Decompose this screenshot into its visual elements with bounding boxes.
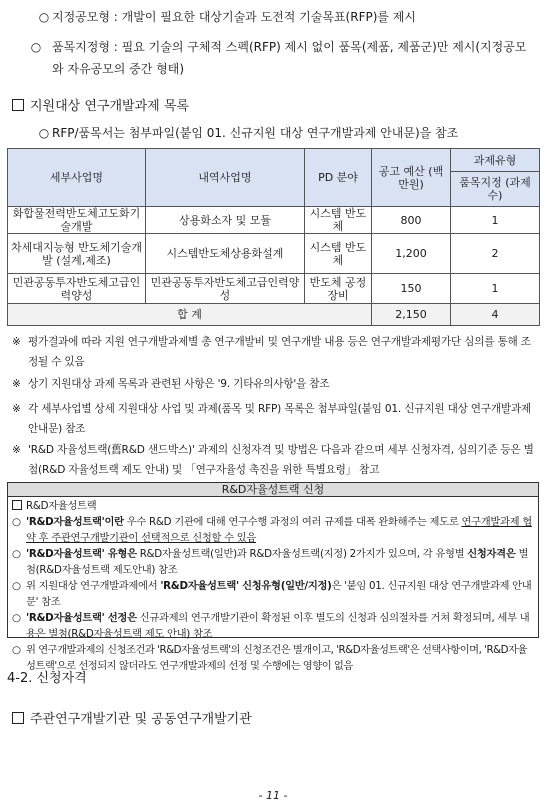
note-evaluation: ※ 평가결과에 따라 지원 연구개발과제별 총 연구개발비 및 연구개발 내용 등은 연구개발과제평가단 심의를 통해 조정될 수 있음 [12,332,534,372]
box-item: ○ 위 지원대상 연구개발과제에서 'R&D자율성트랙' 신청유형(일반/지정)은 '붙임 01. 신규지원 대상 연구개발과제 안내문' 참조 [12,580,532,608]
bullet-item-type: ○ 품목지정형 : 필요 기술의 구체적 스펙(RFP) 제시 없이 품목(제품, 제품군)만 제시(지정공모와 자유공모의 중간 형태) [36,36,538,80]
circle-bullet-icon: ○ [38,126,50,140]
checkbox-square-icon [12,712,24,724]
circle-bullet-icon: ○ [12,644,21,656]
header-subprogram: 내역사업명 [146,149,305,207]
total-label: 합 계 [8,304,372,326]
total-budget: 2,150 [372,304,451,326]
circle-bullet-icon: ○ [12,516,21,528]
circle-bullet-icon: ○ [38,10,50,24]
page-number: - 11 - [258,789,288,802]
section-heading-4-2: 4-2. 신청자격 [7,671,87,686]
total-count: 4 [451,304,540,326]
note-reference-misc: ※ 상기 지원대상 과제 목록과 관련된 사항은 '9. 기타유의사항'을 참조 [12,374,534,394]
note-autonomy-track: ※ 'R&D 자율성트랙(舊R&D 샌드박스)' 과제의 신청자격 및 방법은 다음과 같으며 세부 신청자격, 심의기준 등은 별첨(R&D 자율성트랙 제도 안내) 및 「연구자율성 촉진을 위한 특별요령」 참고 [12,440,534,480]
subsection-lead-institutions: 주관연구개발기관 및 공동연구개발기관 [12,708,252,727]
header-pd-field: PD 분야 [305,149,372,207]
box-item: ○ 위 연구개발과제의 신청조건과 'R&D자율성트랙'의 신청조건은 별개이고, 'R&D자율성트랙'은 선택사항이며, 'R&D자율성트랙'으로 선정되지 않더라도 연구개발과제의 선정 및 수행에는 영향이 없음 [12,644,527,672]
note-mark-icon: ※ [12,403,21,415]
box-item: ○ 'R&D자율성트랙' 유형은 R&D자율성트랙(일반)과 R&D자율성트랙(지정) 2가지가 있으며, 각 유형별 신청자격은 별첨(R&D자율성트랙 제도안내) 참조 [12,548,529,576]
bullet-designated-type: ○ 지정공모형 : 개발이 필요한 대상기술과 도전적 기술목표(RFP)를 제시 [36,6,536,28]
checkbox-square-icon [12,500,22,510]
table-row: 차세대지능형 반도체기술개발 (설계,제조) 시스템반도체상용화설계 시스템 반도체 1,200 2 [8,234,540,274]
note-mark-icon: ※ [12,336,21,348]
box-title: R&D자율성트랙 신청 [8,483,538,497]
header-item-designated: 품목지정 (과제수) [451,172,540,207]
table-total-row [8,304,540,326]
table-row: 민관공동투자반도체고급인력양성 민관공동투자반도체고급인력양성 반도체 공정장비 150 1 [8,274,540,304]
box-item: ○ 'R&D자율성트랙' 선정은 신규과제의 연구개발기관이 확정된 이후 별도의 신청과 심의절차를 거쳐 확정되며, 세부 내용은 별첨(R&D자율성트랙 제도 안내) 참조 [12,612,530,640]
box-heading: R&D자율성트랙 [12,498,534,514]
header-budget: 공고 예산 (백만원) [372,149,451,207]
header-program: 세부사업명 [8,149,146,207]
note-attachment: ※ 각 세부사업별 상세 지원대상 사업 및 과제(품목 및 RFP) 목록은 첨부파일(붙임 01. 신규지원 대상 연구개발과제 안내문) 참조 [12,399,534,439]
autonomy-track-box [7,482,539,672]
table-row: 화합물전력반도체고도화기술개발 상용화소자 및 모듈 시스템 반도체 800 1 [8,207,540,234]
circle-bullet-icon: ○ [12,580,21,592]
checkbox-square-icon [12,99,24,111]
note-mark-icon: ※ [12,378,21,390]
rfp-reference-note: ○ RFP/품목서는 첨부파일(붙임 01. 신규지원 대상 연구개발과제 안내문)을 참조 [36,122,536,144]
section-title-target-projects: 지원대상 연구개발과제 목록 [12,95,189,114]
circle-bullet-icon: ○ [12,548,21,560]
circle-bullet-icon: ○ [12,612,21,624]
circle-bullet-icon: ○ [30,40,42,54]
note-mark-icon: ※ [12,444,21,456]
project-list-table [7,148,540,326]
header-project-type: 과제유형 [451,149,540,172]
box-item: ○ 'R&D자율성트랙'이란 우수 R&D 기관에 대해 연구수행 과정의 여러 규제를 대폭 완화해주는 제도로 연구개발과제 협약 후 주관연구개발기관이 선택적으로 신청할 수 있음 [12,516,532,544]
